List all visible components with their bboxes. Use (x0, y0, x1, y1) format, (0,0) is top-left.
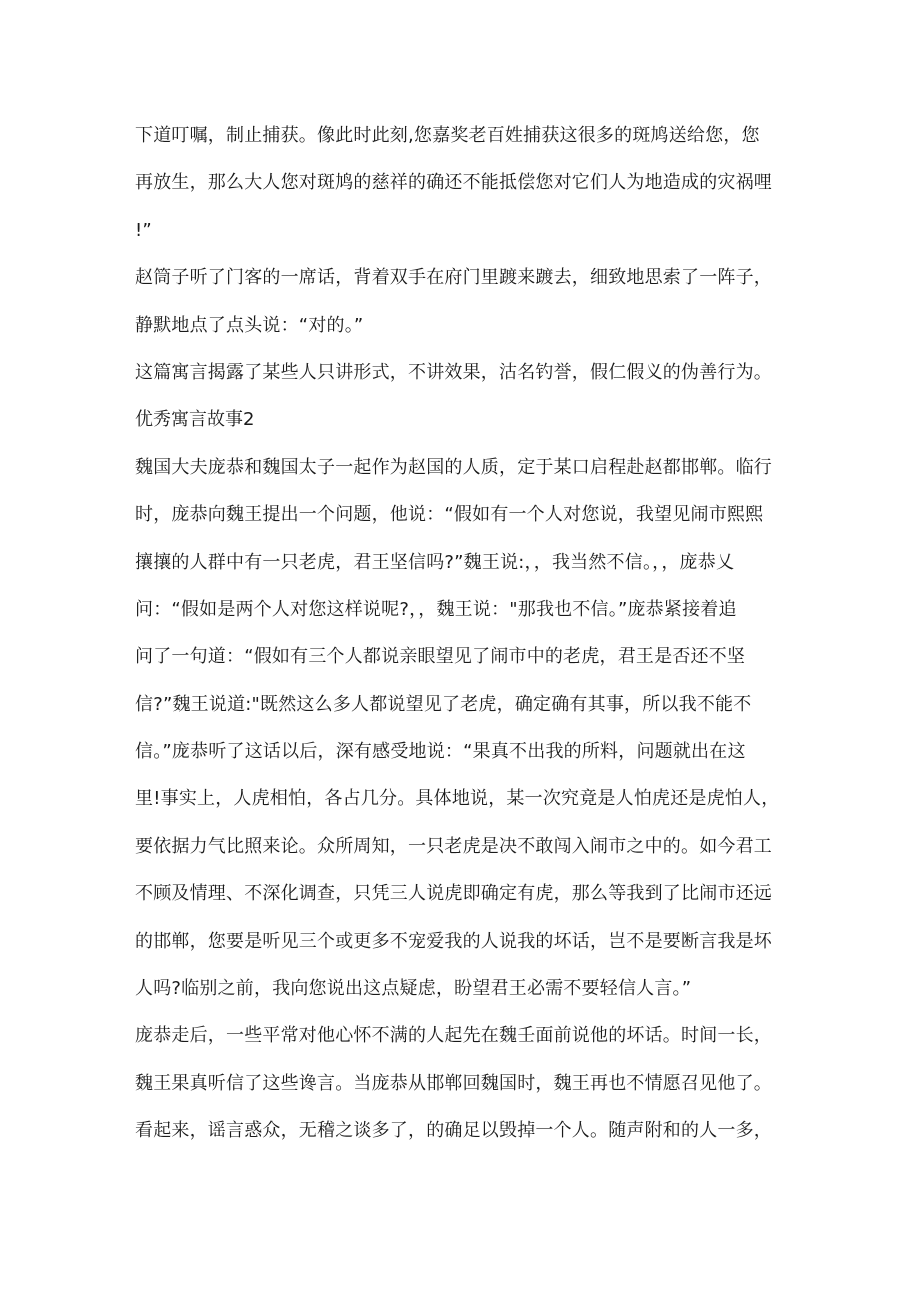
text-line: 静默地点了点头说：“对的。” (135, 314, 364, 336)
document-body (135, 120, 785, 1163)
text-line: 赵筒子听了门客的一席话，背着双手在府门里踱来踱去，细致地思索了一阵子， (135, 267, 772, 289)
text-line: !” (135, 219, 152, 241)
text-line: 魏王果真听信了这些谗言。当庞恭从邯郸回魏国时，魏王再也不情愿召见他了。 (135, 1072, 772, 1094)
text-line: 不顾及情理、不深化调查，只凭三人说虎即确定有虎，那么等我到了比闹市还远 (135, 883, 772, 905)
text-line: 时，庞恭向魏王提出一个问题，他说：“假如有一个人对您说，我望见闹市熙熙 (135, 504, 764, 526)
text-line: 要依据力气比照来论。众所周知，一只老虎是决不敢闯入闹市之中的。如今君工 (135, 835, 772, 857)
text-line: 里!事实上，人虎相怕，各占几分。具体地说，某一次究竟是人怕虎还是虎怕人， (135, 788, 780, 810)
text-line: 看起来，谣言惑众，无稽之谈多了，的确足以毁掉一个人。随声附和的人一多， (135, 1120, 772, 1142)
text-line: 下道叮嘱，制止捕获。像此时此刻,您嘉奖老百姓捕获这很多的斑鸠送给您，您 (135, 125, 760, 146)
text-line: 庞恭走后，一些平常对他心怀不满的人起先在魏壬面前说他的坏话。时间一长， (135, 1025, 772, 1047)
text-line: 的邯郸，您要是听见三个或更多不宠爱我的人说我的坏话，岂不是要断言我是坏 (135, 930, 772, 952)
text-line: 攘攘的人群中有一只老虎，君王坚信吗?”魏王说:，，我当然不信。，，庞恭乂 (135, 551, 735, 573)
text-line: 再放生，那么大人您对斑鸠的慈祥的确还不能抵偿您对它们人为地造成的灾祸哩 (135, 172, 772, 194)
text-line: 问：“假如是两个人对您这样说呢?，，魏王说："那我也不信。”庞恭紧接着追 (135, 598, 737, 620)
text-line: 人吗?临别之前，我向您说出这点疑虑，盼望君王必需不要轻信人言。” (135, 978, 692, 1000)
text-line: 这篇寓言揭露了某些人只讲形式，不讲效果，沽名钓誉，假仁假义的伪善行为。 (135, 361, 772, 383)
section-heading: 优秀寓言故事2 (135, 409, 255, 431)
text-line: 信?”魏王说道:"既然这么多人都说望见了老虎，确定确有其事，所以我不能不 (135, 693, 752, 715)
text-line: 信。”庞恭听了这话以后，深有感受地说：“果真不出我的所料，问题就出在这 (135, 741, 746, 763)
text-line: 魏国大夫庞恭和魏国太子一起作为赵国的人质，定于某口启程赴赵都邯郸。临行 (135, 456, 772, 478)
text-line: 问了一句道：“假如有三个人都说亲眼望见了闹市中的老虎，君王是否还不坚 (135, 646, 746, 668)
